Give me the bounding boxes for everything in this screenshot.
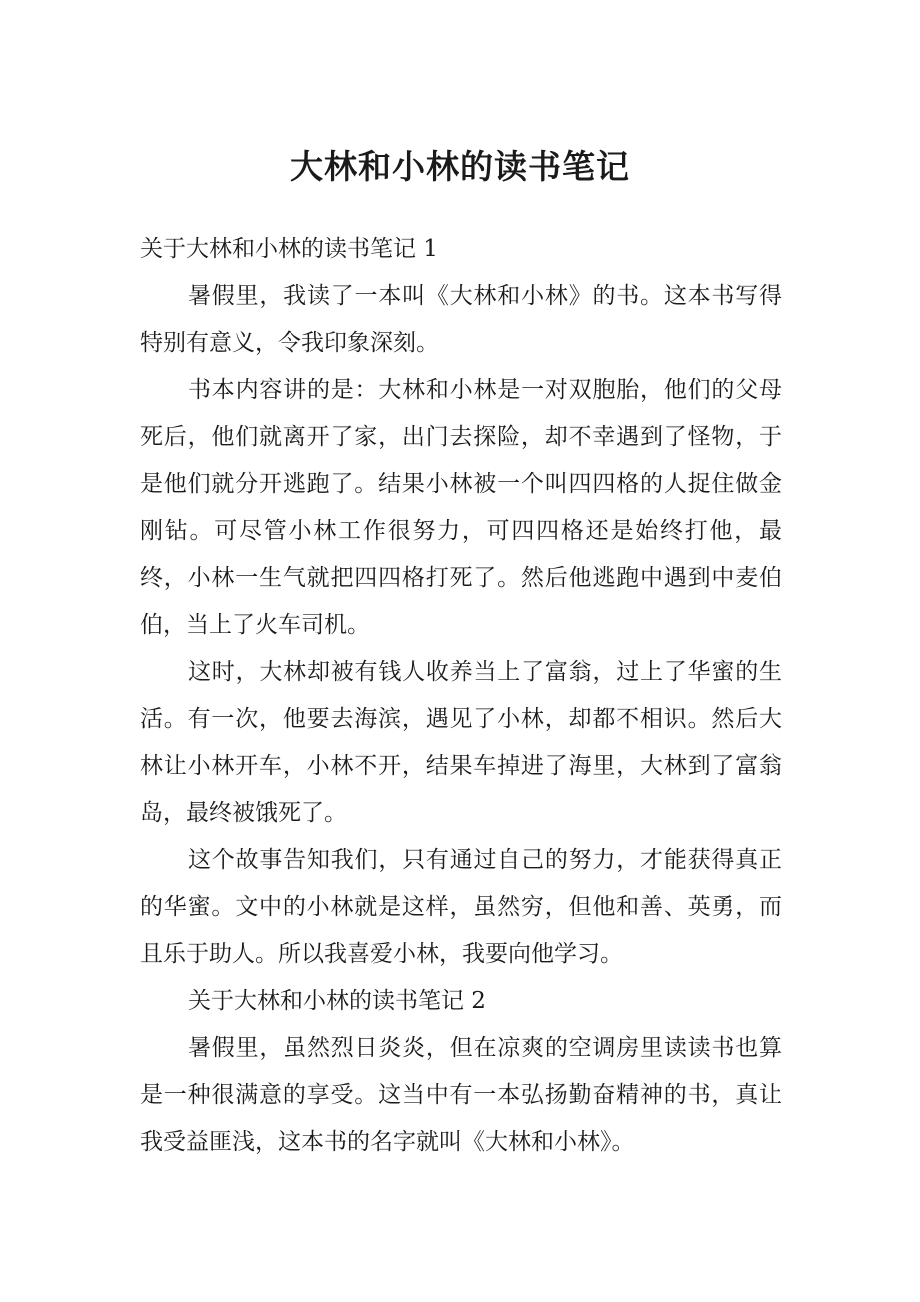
paragraph: 暑假里，我读了一本叫《大林和小林》的书。这本书写得特别有意义，令我印象深刻。 (140, 283, 782, 356)
paragraph: 这时，大林却被有钱人收养当上了富翁，过上了华蜜的生活。有一次，他要去海滨，遇见了小林，却都不相识。然后大林让小林开车，小林不开，结果车掉进了海里，大林到了富翁岛，最终被饿死了。 (140, 659, 782, 826)
document-title: 大林和小林的读书笔记 (290, 147, 630, 186)
paragraph: 书本内容讲的是：大林和小林是一对双胞胎，他们的父母死后，他们就离开了家，出门去探险，却不幸遇到了怪物，于是他们就分开逃跑了。结果小林被一个叫四四格的人捉住做金刚钻。可尽管小林工作很努力，可四四格还是始终打他，最终，小林一生气就把四四格打死了。然后他逃跑中遇到中麦伯伯，当上了火车司机。 (140, 377, 782, 638)
paragraph: 这个故事告知我们，只有通过自己的努力，才能获得真正的华蜜。文中的小林就是这样，虽然穷，但他和善、英勇，而且乐于助人。所以我喜爱小林，我要向他学习。 (140, 847, 782, 967)
paragraph: 暑假里，虽然烈日炎炎，但在凉爽的空调房里读读书也算是一种很满意的享受。这当中有一本弘扬勤奋精神的书，真让我受益匪浅，这本书的名字就叫《大林和小林》。 (140, 1035, 782, 1155)
section-heading: 关于大林和小林的读书笔记 2 (188, 988, 486, 1014)
document-body (140, 226, 782, 1166)
section-heading: 关于大林和小林的读书笔记 1 (140, 236, 438, 262)
